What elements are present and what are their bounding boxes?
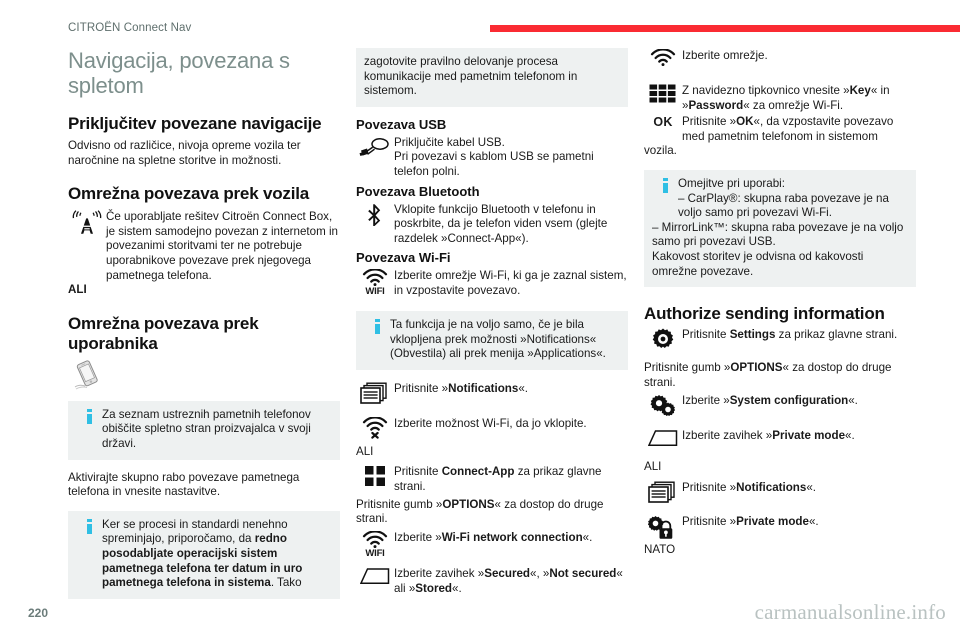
n3-a: Pritisnite » bbox=[682, 480, 737, 494]
wn-c: «. bbox=[582, 530, 593, 544]
info-icon bbox=[364, 318, 390, 334]
note-update-os bbox=[68, 511, 340, 599]
heading-wifi: Povezava Wi-Fi bbox=[356, 250, 451, 266]
opt2-a: Pritisnite gumb » bbox=[356, 497, 443, 511]
row-notifications-col3 bbox=[644, 480, 916, 507]
row-wifi-select bbox=[356, 268, 628, 300]
row-wifi-network-connection bbox=[356, 530, 628, 562]
watermark: carmanualsonline.info bbox=[754, 600, 946, 624]
row-notifications-text bbox=[394, 381, 628, 397]
n3-c: «. bbox=[806, 480, 817, 494]
row-bluetooth bbox=[356, 202, 628, 247]
row-settings bbox=[644, 327, 916, 354]
ali-2: ALI bbox=[356, 444, 374, 458]
ok-a: Pritisnite » bbox=[682, 115, 737, 129]
row-private-mode-tab bbox=[644, 428, 916, 455]
tab-b: Secured bbox=[484, 567, 530, 581]
row-tabs-secured-text bbox=[394, 566, 628, 596]
ok-b: OK bbox=[736, 115, 754, 129]
capp-c: za prikaz glavne strani. bbox=[394, 465, 602, 493]
heading-usb: Povezava USB bbox=[356, 116, 447, 132]
n3-b: Notifications bbox=[736, 480, 807, 494]
kb-c: « in » bbox=[682, 84, 890, 112]
row-private-mode bbox=[644, 514, 916, 541]
column-2 bbox=[356, 48, 628, 596]
note-limits-rest bbox=[652, 221, 908, 279]
notif-a: Pritisnite » bbox=[394, 381, 449, 395]
wifi-off-icon bbox=[356, 416, 394, 443]
gear-icon bbox=[644, 327, 682, 354]
column-1 bbox=[68, 48, 340, 599]
wn-a: Izberite » bbox=[394, 530, 442, 544]
sc-c: «. bbox=[848, 394, 858, 408]
row-press-ok-text bbox=[682, 114, 916, 144]
tab-e: « ali » bbox=[394, 567, 623, 595]
wifi-icon-label: WIFI bbox=[365, 286, 385, 298]
notif-b: Notifications bbox=[448, 381, 519, 395]
note-update-os-text bbox=[102, 518, 332, 591]
paragraph-aktivirajte: Aktivirajte skupno rabo povezave pametnega telefona in vnesite nastavitve. bbox=[68, 470, 300, 499]
wifi-icon bbox=[644, 48, 682, 75]
heading-omrezna-vozilo: Omrežna povezava prek vozila bbox=[68, 184, 310, 204]
row-private-mode-tab-text bbox=[682, 428, 916, 444]
grid-apps-icon bbox=[356, 464, 394, 491]
row-press-ok bbox=[644, 114, 916, 144]
manual-section-title: CITROËN Connect Nav bbox=[68, 22, 192, 34]
note-limits-title: Omejitve pri uporabi: bbox=[678, 176, 785, 190]
heading-authorize: Authorize sending information bbox=[644, 304, 885, 324]
tab-d: Not secured bbox=[549, 567, 617, 581]
usb-line-2: Pri povezavi s kablom USB se pametni telefon polni. bbox=[394, 150, 594, 178]
pm-a: Pritisnite » bbox=[682, 514, 737, 528]
notifications-icon bbox=[356, 381, 394, 408]
page-title: Navigacija, povezana s spletom bbox=[68, 48, 290, 98]
note-usage-limits bbox=[644, 170, 916, 287]
row-wifi-select-text: Izberite omrežje Wi-Fi, ki ga je zaznal sistem, in vzpostavite povezavo. bbox=[394, 269, 627, 297]
opt3-c: « za dostop do druge strani. bbox=[644, 361, 892, 389]
row-smartphone-icon-only bbox=[68, 359, 340, 390]
row-tabs-secured bbox=[356, 566, 628, 596]
row-select-network bbox=[644, 48, 916, 75]
row-system-configuration-text bbox=[682, 393, 916, 409]
note-feature-availability bbox=[356, 311, 628, 370]
tab-c: «, » bbox=[530, 567, 550, 581]
opt2-b: OPTIONS bbox=[442, 497, 495, 511]
row-usb-text bbox=[394, 135, 628, 180]
row-connect-app-text bbox=[394, 464, 628, 494]
kb-b: Key bbox=[849, 84, 871, 97]
row-virtual-keyboard bbox=[644, 83, 916, 113]
paragraph-odvisno: Odvisno od različice, nivoja opreme vozila ter naročnine na spletne storitve in možnosti. bbox=[68, 139, 301, 167]
note-supported-phones-text: Za seznam ustreznih pametnih telefonov obiščite spletno stran proizvajalca v svoji državi. bbox=[102, 407, 311, 450]
kb-d: Password bbox=[688, 98, 744, 112]
note-feature-availability-text: Ta funkcija je na voljo samo, če je bila vklopljena prek možnosti »Notifications« (Obvestila) ali prek menija »Applications«. bbox=[390, 317, 606, 361]
capp-b: Connect-App bbox=[441, 465, 515, 479]
row-system-configuration bbox=[644, 393, 916, 420]
ok-button-icon bbox=[644, 114, 682, 141]
keypad-icon bbox=[644, 83, 682, 110]
notif-c: «. bbox=[518, 381, 529, 395]
row-wifi-enable-text: Izberite možnost Wi-Fi, da jo vklopite. bbox=[394, 416, 587, 430]
bluetooth-icon bbox=[356, 202, 394, 229]
row-bluetooth-text: Vklopite funkcijo Bluetooth v telefonu in poskrbite, da je telefon viden vsem (glejte razdelek »Connect-App«). bbox=[394, 202, 608, 245]
tab-g: «. bbox=[452, 581, 462, 595]
wifi-icon bbox=[356, 268, 394, 300]
page-number: 220 bbox=[28, 606, 49, 620]
note-limits-line-3: Kakovost storitev je odvisna od kakovosti omrežne povezave. bbox=[652, 249, 864, 278]
set-a: Pritisnite bbox=[682, 328, 730, 342]
note-supported-phones bbox=[68, 401, 340, 460]
info-icon bbox=[76, 408, 102, 424]
ali-3: ALI bbox=[644, 460, 662, 474]
tab-a: Izberite zavihek » bbox=[394, 567, 485, 581]
notifications-icon bbox=[644, 480, 682, 507]
row-notifications bbox=[356, 381, 628, 408]
cell-tower-icon bbox=[68, 209, 106, 236]
note-update-part-a: Ker se procesi in standardi nenehno spreminjajo, priporočamo, da bbox=[102, 517, 288, 546]
ali-1: ALI bbox=[68, 283, 87, 297]
sc-b: System configuration bbox=[729, 394, 849, 408]
pm-b: Private mode bbox=[736, 514, 809, 528]
row-wifi-network-connection-text bbox=[394, 530, 628, 546]
smartphone-icon bbox=[68, 359, 106, 390]
info-icon bbox=[76, 518, 102, 534]
ok-c: «, da vzpostavite povezavo med pametnim telefonom in sistemom bbox=[682, 115, 894, 143]
row-settings-text bbox=[682, 327, 916, 343]
pt-b: Private mode bbox=[772, 429, 846, 443]
tab-f: Stored bbox=[415, 581, 452, 595]
info-icon bbox=[652, 177, 678, 193]
sc-a: Izberite » bbox=[682, 394, 730, 408]
note-limits-line-2: – MirrorLink™: skupna raba povezave je na voljo samo pri povezavi USB. bbox=[652, 220, 904, 249]
private-mode-lock-icon bbox=[644, 514, 682, 541]
heading-priklop: Priključitev povezane navigacije bbox=[68, 114, 322, 133]
wifi-icon-label: WIFI bbox=[365, 547, 385, 559]
row-virtual-keyboard-text bbox=[682, 83, 916, 113]
pm-c: «. bbox=[808, 514, 819, 528]
opt2-c: « za dostop do druge strani. bbox=[356, 497, 604, 526]
column-3 bbox=[644, 48, 916, 558]
pt-a: Izberite zavihek » bbox=[682, 429, 773, 443]
row-private-mode-text bbox=[682, 514, 916, 530]
note-limits-line-1: – CarPlay®: skupna raba povezave je na voljo samo pri povezavi Wi-Fi. bbox=[678, 191, 889, 220]
paragraph-options-col2 bbox=[356, 498, 628, 527]
row-notifications-col3-text bbox=[682, 480, 916, 496]
usb-line-1: Priključite kabel USB. bbox=[394, 135, 505, 149]
heading-bluetooth: Povezava Bluetooth bbox=[356, 183, 480, 199]
page-columns bbox=[0, 48, 960, 595]
heading-omrezna-uporabnik: Omrežna povezava prek uporabnika bbox=[68, 313, 259, 353]
kb-a: Z navidezno tipkovnico vnesite » bbox=[682, 84, 850, 97]
ok-button-label: OK bbox=[653, 115, 673, 130]
row-vehicle-network-text: Če uporabljate rešitev Citroën Connect Box, je sistem samodejno povezan z internetom in povezanimi storitvami ter ne potrebuje uporabnikove povezave prek njegovega pametnega telefona. bbox=[106, 210, 338, 282]
note-update-part-c: . Tako bbox=[270, 576, 302, 590]
page-header bbox=[0, 0, 960, 44]
tab-sheet-icon bbox=[644, 428, 682, 455]
note-update-part-b: redno posodabljate operacijski sistem pametnega telefona ter datum in uro pametnega telefona in sistema bbox=[102, 532, 303, 590]
kb-e: « za omrežje Wi-Fi. bbox=[743, 98, 844, 112]
capp-a: Pritisnite bbox=[394, 465, 442, 479]
gears-icon bbox=[644, 393, 682, 420]
opt3-b: OPTIONS bbox=[730, 361, 783, 375]
row-press-ok-tail: vozila. bbox=[644, 144, 677, 158]
usb-cable-icon bbox=[356, 135, 394, 162]
note-usage-limits-body bbox=[678, 177, 908, 221]
set-b: Settings bbox=[729, 328, 776, 342]
row-wifi-enable bbox=[356, 416, 628, 443]
nato-label: NATO bbox=[644, 542, 676, 556]
row-usb bbox=[356, 135, 628, 180]
paragraph-options-col3 bbox=[644, 361, 916, 390]
header-red-rule bbox=[490, 25, 960, 32]
note-continuation-text: zagotovite pravilno delovanje procesa komunikacije med pametnim telefonom in sistemom. bbox=[364, 55, 578, 98]
note-continuation bbox=[356, 48, 628, 107]
wn-b: Wi-Fi network connection bbox=[441, 530, 583, 544]
row-vehicle-network bbox=[68, 209, 340, 283]
set-c: za prikaz glavne strani. bbox=[775, 328, 898, 342]
pt-c: «. bbox=[845, 429, 855, 443]
row-select-network-text: Izberite omrežje. bbox=[682, 49, 768, 62]
tab-sheet-icon bbox=[356, 566, 394, 593]
wifi-icon bbox=[356, 530, 394, 562]
opt3-a: Pritisnite gumb » bbox=[644, 361, 731, 375]
row-connect-app bbox=[356, 464, 628, 494]
